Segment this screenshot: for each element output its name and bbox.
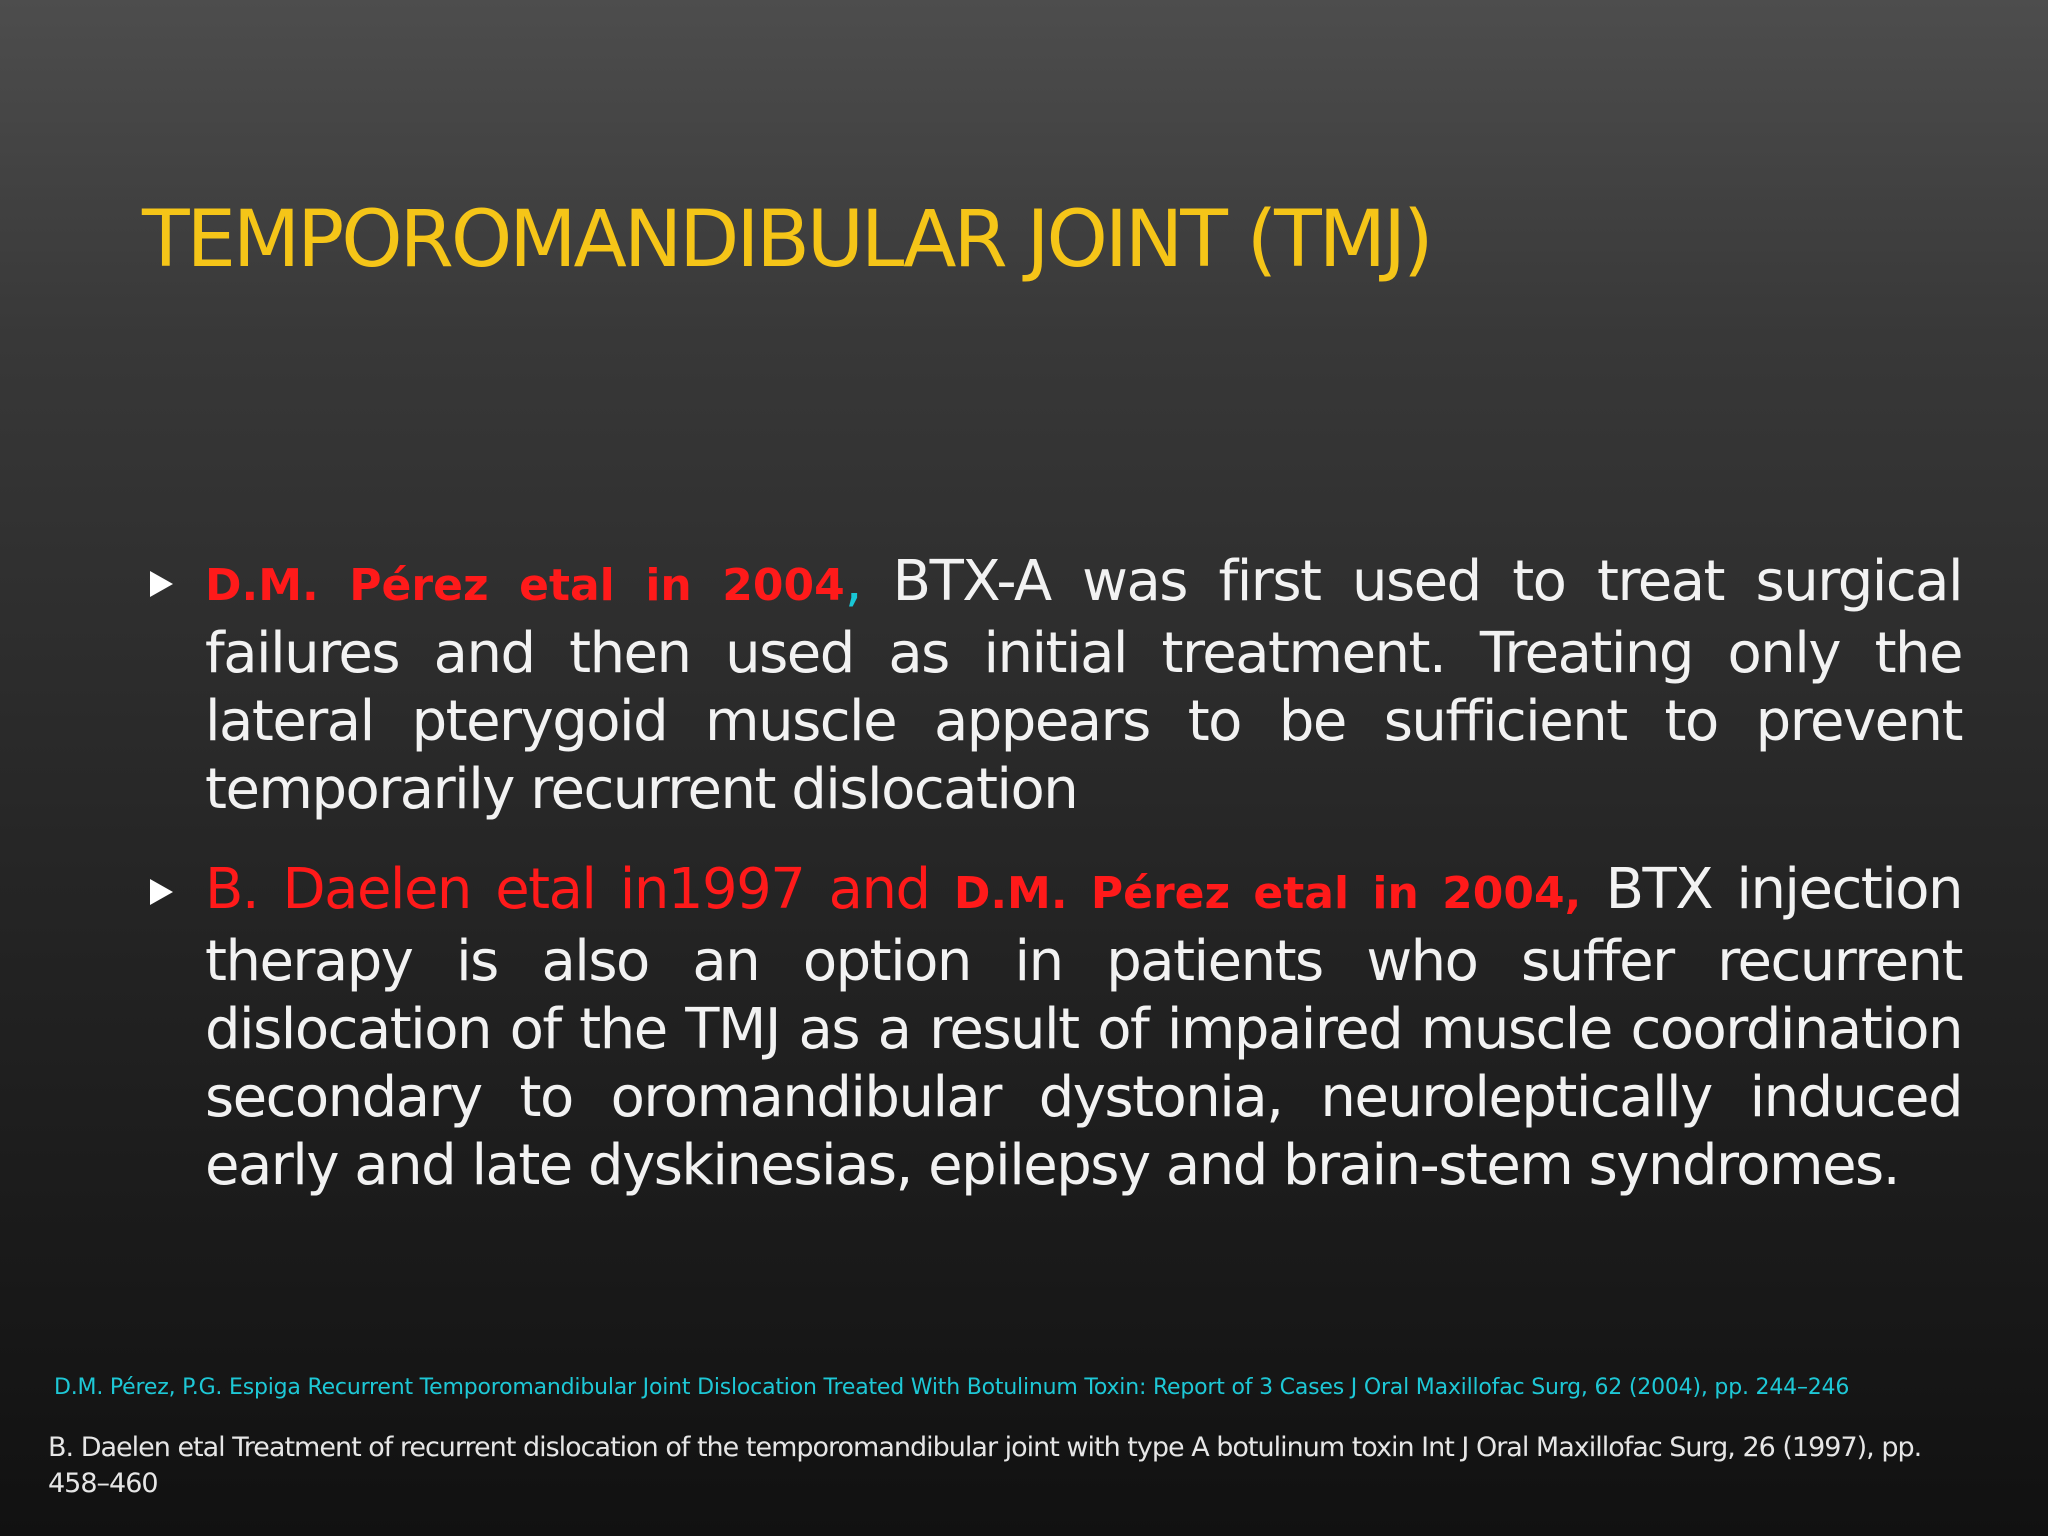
citation-perez-2004: D.M. Pérez etal in 2004	[205, 560, 845, 611]
bullet-item-2	[150, 856, 1962, 1200]
bullet-text: BTX injection therapy is also an option in patients who suffer recurrent dislocation of the TMJ as a result of impaired muscle coordination secondary to oromandibular dystonia, neuroleptically induced early and late dyskinesias, epilepsy and brain-stem syndromes.	[205, 857, 1963, 1198]
triangle-right-icon	[150, 879, 173, 905]
reference-perez-2004: D.M. Pérez, P.G. Espiga Recurrent Temporomandibular Joint Dislocation Treated With Botulinum Toxin: Report of 3 Cases J Oral Maxillofac Surg, 62 (2004), pp. 244–246	[54, 1375, 1850, 1400]
citation-perez-2004: D.M. Pérez etal in 2004,	[953, 868, 1582, 919]
bullet-text: BTX-A was first used to treat surgical failures and then used as initial treatment. Treating only the lateral pterygoid muscle appears to be sufficient to prevent temporarily recurrent dislocation	[205, 549, 1962, 822]
citation-daelen-1997: B. Daelen etal in1997 and	[205, 857, 954, 922]
reference-daelen-1997: B. Daelen etal Treatment of recurrent dislocation of the temporomandibular joint with type A botulinum toxin Int J Oral Maxillofac Surg, 26 (1997), pp. 458–460	[48, 1432, 1922, 1499]
slide-title: TEMPOROMANDIBULAR JOINT (TMJ)	[142, 195, 1431, 285]
citation-separator: ,	[844, 549, 862, 614]
bullet-item-1	[150, 548, 1962, 824]
triangle-right-icon	[150, 571, 173, 597]
bullet-list	[150, 548, 1962, 1200]
